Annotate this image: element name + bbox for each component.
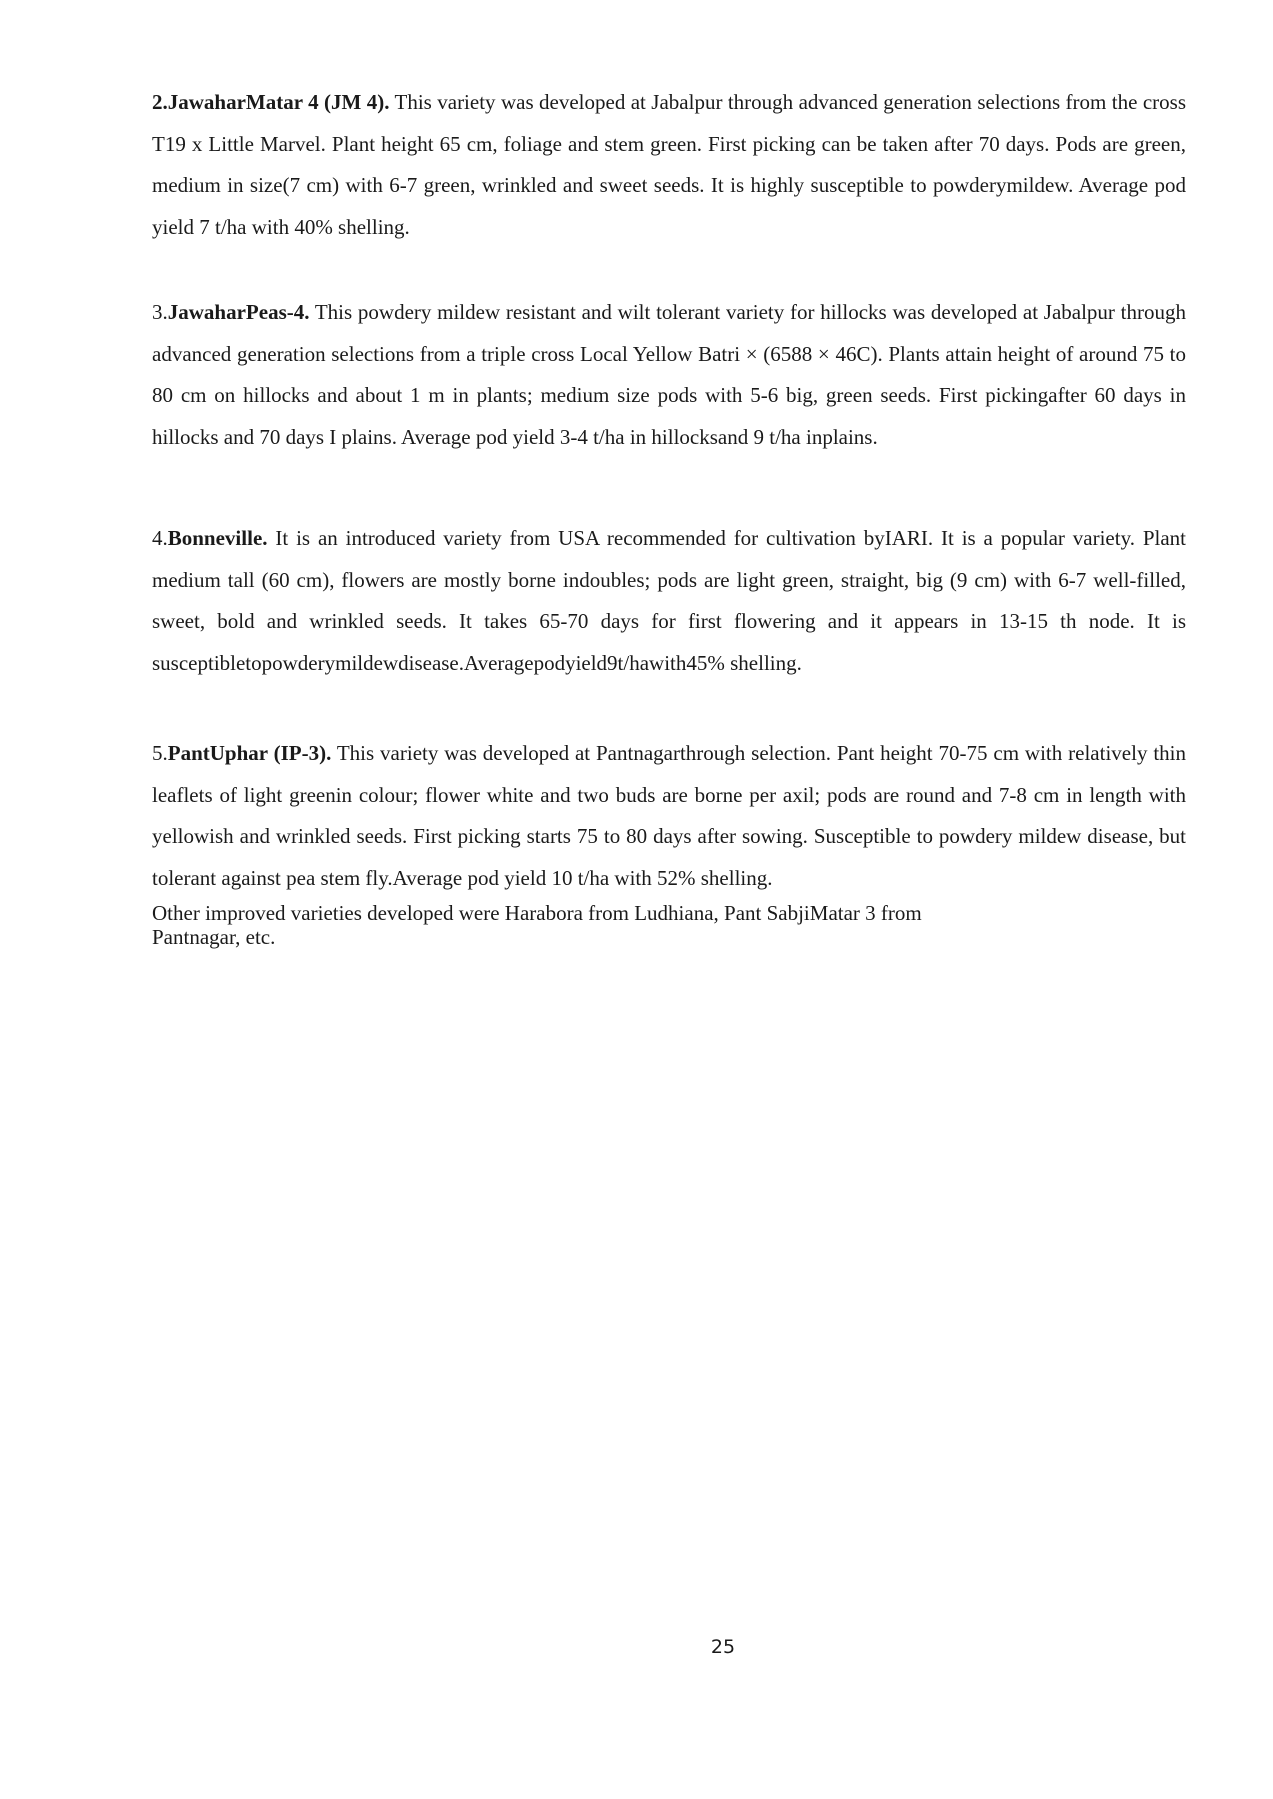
variety-description: This variety was developed at Jabalpur through advanced generation selections from the cross T19 x Little Marvel. Plant height 65 cm, foliage and stem green. First picking can be taken after 70 days. Pods are green, medium in size(7 cm) with 6-7 green, wrinkled and sweet seeds. It is highly susceptible to powderymildew. Average pod yield 7 t/ha with 40% shelling. [152, 90, 1186, 239]
variety-number: 4. [152, 526, 168, 550]
other-varieties-line-2: Pantnagar, etc. [152, 925, 276, 949]
variety-description: This powdery mildew resistant and wilt tolerant variety for hillocks was developed at Jabalpur through advanced generation selections from a triple cross Local Yellow Batri × (6588 × 46C). Plants attain height of around 75 to 80 cm on hillocks and about 1 m in plants; medium size pods with 5-6 big, green seeds. First pickingafter 60 days in hillocks and 70 days I plains. Average pod yield 3-4 t/ha in hillocksand 9 t/ha inplains. [152, 300, 1186, 449]
variety-number: 3. [152, 300, 168, 324]
variety-paragraph-jawahar-peas-4 [152, 292, 1186, 458]
variety-number: 5. [152, 741, 168, 765]
page-number: 25 [710, 1636, 736, 1658]
variety-number: 2. [152, 90, 168, 114]
other-varieties-line-1: Other improved varieties developed were Harabora from Ludhiana, Pant SabjiMatar 3 from [152, 901, 922, 925]
variety-paragraph-bonneville [152, 518, 1186, 684]
variety-paragraph-pant-uphar [152, 733, 1186, 899]
variety-description: This variety was developed at Pantnagarthrough selection. Pant height 70-75 cm with relatively thin leaflets of light greenin colour; flower white and two buds are borne per axil; pods are round and 7-8 cm in length with yellowish and wrinkled seeds. First picking starts 75 to 80 days after sowing. Susceptible to powdery mildew disease, but tolerant against pea stem fly.Average pod yield 10 t/ha with 52% shelling. [152, 741, 1186, 890]
variety-heading: JawaharPeas-4. [167, 300, 310, 324]
variety-heading: JawaharMatar 4 (JM 4). [167, 90, 390, 114]
variety-description: It is an introduced variety from USA recommended for cultivation byIARI. It is a popular variety. Plant medium tall (60 cm), flowers are mostly borne indoubles; pods are light green, straight, big (9 cm) with 6-7 well-filled, sweet, bold and wrinkled seeds. It takes 65-70 days for first flowering and it appears in 13-15 th node. It is susceptibletopowderymildewdisease.Averagepodyield9t/hawith45% shelling. [152, 526, 1186, 675]
variety-heading: Bonneville. [167, 526, 268, 550]
other-varieties-note [152, 901, 1152, 949]
variety-heading: PantUphar (IP-3). [167, 741, 332, 765]
variety-paragraph-jm4 [152, 82, 1186, 248]
